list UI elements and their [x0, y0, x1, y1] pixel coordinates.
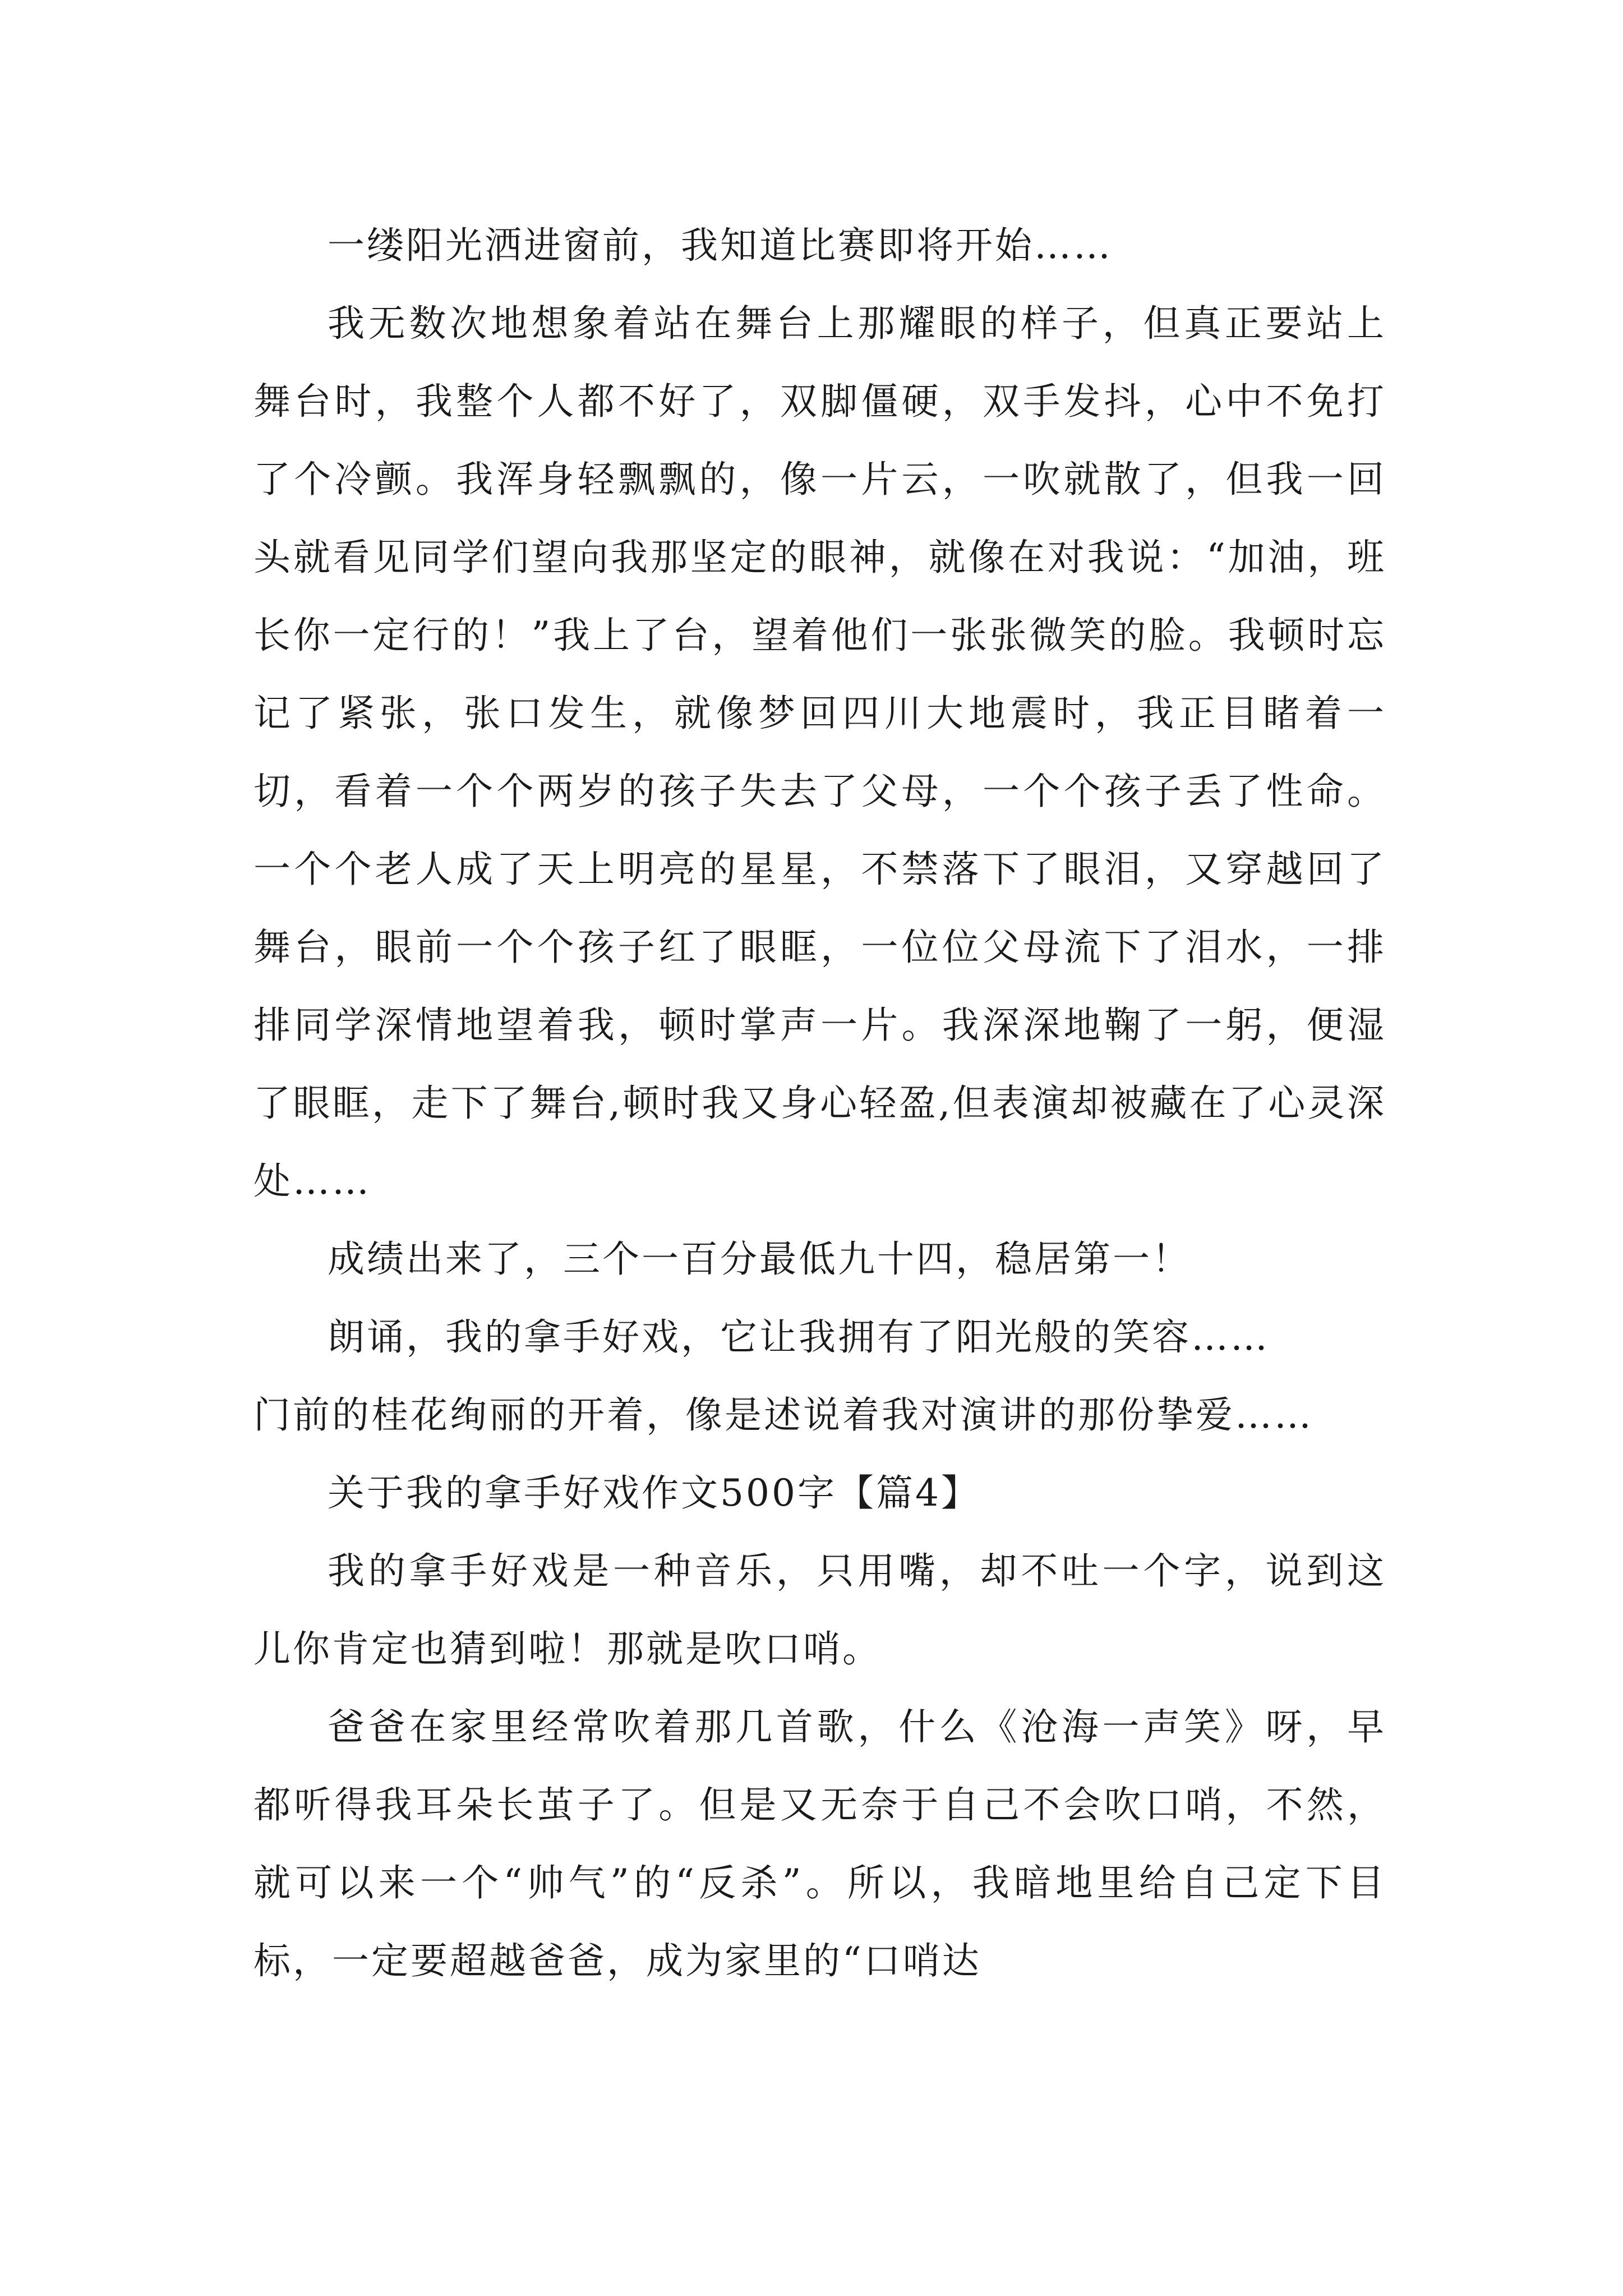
paragraph-father: 爸爸在家里经常吹着那几首歌，什么《沧海一声笑》呀，早都听得我耳朵长茧子了。但是又无奈于自己不会吹口哨，不然，就可以来一个“帅气”的“反杀”。所以，我暗地里给自己定下目标，一定要超越爸爸，成为家里的“口哨达	[253, 1705, 1386, 1982]
paragraph-intro: 一缕阳光洒进窗前，我知道比赛即将开始……	[328, 224, 1113, 267]
paragraph-whistle-intro: 我的拿手好戏是一种音乐，只用嘴，却不吐一个字，说到这儿你肯定也猜到啦！那就是吹口哨。	[253, 1549, 1386, 1671]
paragraph-recitation: 朗诵，我的拿手好戏，它让我拥有了阳光般的笑容……	[328, 1315, 1270, 1359]
article-body	[253, 206, 1386, 2000]
paragraph-osmanthus: 门前的桂花绚丽的开着，像是述说着我对演讲的那份挚爱……	[253, 1393, 1313, 1437]
paragraph-stage: 我无数次地想象着站在舞台上那耀眼的样子，但真正要站上舞台时，我整个人都不好了，双脚僵硬，双手发抖，心中不免打了个冷颤。我浑身轻飘飘的，像一片云，一吹就散了，但我一回头就看见同学们望向我那坚定的眼神，就像在对我说：“加油，班长你一定行的！”我上了台，望着他们一张张微笑的脸。我顿时忘记了紧张，张口发生，就像梦回四川大地震时，我正目睹着一切，看着一个个两岁的孩子失去了父母，一个个孩子丢了性命。一个个老人成了天上明亮的星星，不禁落下了眼泪，又穿越回了舞台，眼前一个个孩子红了眼眶，一位位父母流下了泪水，一排排同学深情地望着我，顿时掌声一片。我深深地鞠了一躬，便湿了眼眶，走下了舞台,顿时我又身心轻盈,但表演却被藏在了心灵深处……	[253, 302, 1386, 1203]
section-heading: 关于我的拿手好戏作文500字【篇4】	[328, 1471, 980, 1515]
paragraph-result: 成绩出来了，三个一百分最低九十四，稳居第一！	[328, 1237, 1191, 1281]
